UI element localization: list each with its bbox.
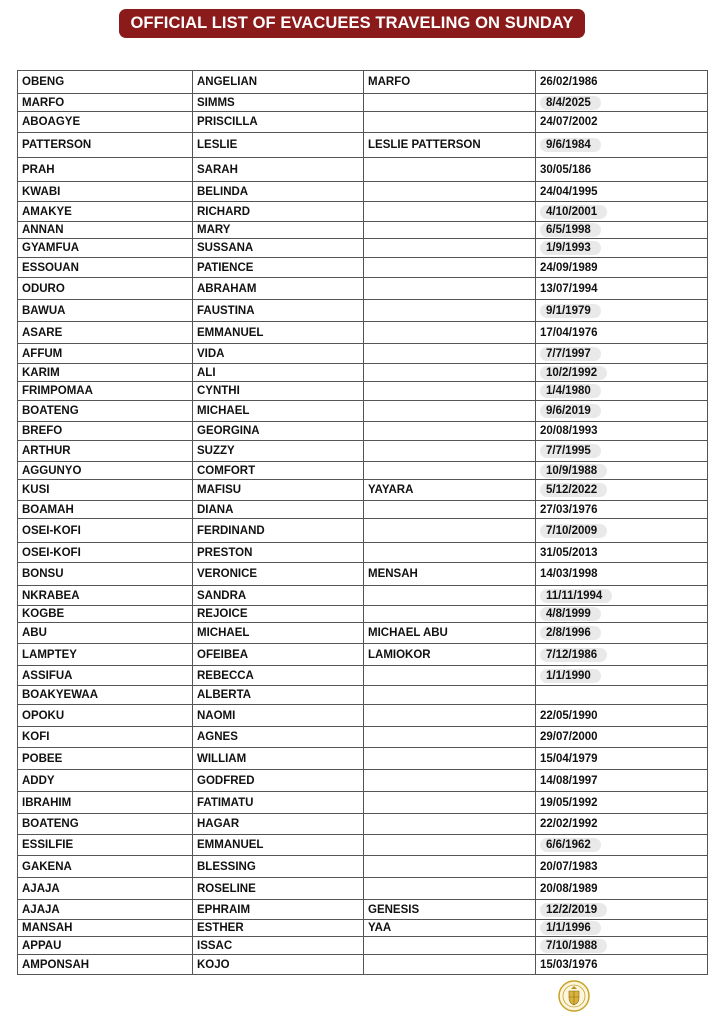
surname-cell: BOATENG <box>18 814 193 835</box>
other-name-cell <box>364 856 536 878</box>
surname-cell: ASSIFUA <box>18 666 193 686</box>
date-of-birth-cell: 15/04/1979 <box>536 748 708 770</box>
table-row <box>18 586 708 606</box>
first-name-cell: VIDA <box>193 344 364 364</box>
date-of-birth-cell <box>536 239 708 258</box>
first-name-cell: KOJO <box>193 955 364 975</box>
date-of-birth-cell: 24/09/1989 <box>536 258 708 278</box>
surname-cell: PRAH <box>18 158 193 182</box>
date-highlight: 9/6/1984 <box>540 138 601 152</box>
table-row <box>18 686 708 705</box>
table-row <box>18 441 708 462</box>
surname-cell: PATTERSON <box>18 133 193 158</box>
first-name-cell: COMFORT <box>193 462 364 480</box>
table-row <box>18 278 708 300</box>
surname-cell: KWABI <box>18 182 193 202</box>
first-name-cell: ROSELINE <box>193 878 364 900</box>
date-highlight: 4/10/2001 <box>540 205 607 219</box>
date-of-birth-cell <box>536 835 708 856</box>
first-name-cell: HAGAR <box>193 814 364 835</box>
first-name-cell: FAUSTINA <box>193 300 364 322</box>
surname-cell: IBRAHIM <box>18 792 193 814</box>
other-name-cell <box>364 501 536 519</box>
table-row <box>18 71 708 94</box>
date-of-birth-cell <box>536 666 708 686</box>
surname-cell: AFFUM <box>18 344 193 364</box>
date-of-birth-cell: 19/05/1992 <box>536 792 708 814</box>
first-name-cell: BELINDA <box>193 182 364 202</box>
other-name-cell <box>364 364 536 382</box>
table-row <box>18 158 708 182</box>
surname-cell: KOGBE <box>18 606 193 623</box>
date-of-birth-cell: 14/03/1998 <box>536 563 708 586</box>
date-of-birth-cell <box>536 462 708 480</box>
other-name-cell <box>364 441 536 462</box>
table-row <box>18 382 708 401</box>
table-row <box>18 878 708 900</box>
surname-cell: BREFO <box>18 422 193 441</box>
date-highlight: 12/2/2019 <box>540 903 607 917</box>
first-name-cell: RICHARD <box>193 202 364 222</box>
date-of-birth-cell: 20/08/1989 <box>536 878 708 900</box>
other-name-cell: LAMIOKOR <box>364 644 536 666</box>
first-name-cell: REJOICE <box>193 606 364 623</box>
first-name-cell: MAFISU <box>193 480 364 501</box>
other-name-cell <box>364 770 536 792</box>
surname-cell: FRIMPOMAA <box>18 382 193 401</box>
surname-cell: ABU <box>18 623 193 644</box>
other-name-cell <box>364 519 536 543</box>
other-name-cell <box>364 344 536 364</box>
other-name-cell <box>364 937 536 955</box>
page-title: OFFICIAL LIST OF EVACUEES TRAVELING ON SUNDAY <box>119 9 585 38</box>
date-of-birth-cell <box>536 937 708 955</box>
first-name-cell: DIANA <box>193 501 364 519</box>
surname-cell: ABOAGYE <box>18 112 193 133</box>
other-name-cell: MARFO <box>364 71 536 94</box>
date-highlight: 7/7/1997 <box>540 347 601 361</box>
table-row <box>18 94 708 112</box>
table-row <box>18 202 708 222</box>
first-name-cell: PATIENCE <box>193 258 364 278</box>
date-highlight: 9/6/2019 <box>540 404 601 418</box>
other-name-cell <box>364 401 536 422</box>
date-of-birth-cell <box>536 364 708 382</box>
surname-cell: OPOKU <box>18 705 193 727</box>
surname-cell: AMAKYE <box>18 202 193 222</box>
surname-cell: MARFO <box>18 94 193 112</box>
surname-cell: BOAMAH <box>18 501 193 519</box>
surname-cell: GAKENA <box>18 856 193 878</box>
surname-cell: ADDY <box>18 770 193 792</box>
surname-cell: KOFI <box>18 727 193 748</box>
date-of-birth-cell: 15/03/1976 <box>536 955 708 975</box>
first-name-cell: OFEIBEA <box>193 644 364 666</box>
first-name-cell: SANDRA <box>193 586 364 606</box>
table-row <box>18 501 708 519</box>
date-highlight: 9/1/1979 <box>540 304 601 318</box>
surname-cell: AMPONSAH <box>18 955 193 975</box>
first-name-cell: PRISCILLA <box>193 112 364 133</box>
table-row <box>18 462 708 480</box>
other-name-cell <box>364 666 536 686</box>
other-name-cell <box>364 239 536 258</box>
date-of-birth-cell: 14/08/1997 <box>536 770 708 792</box>
table-row <box>18 814 708 835</box>
table-row <box>18 900 708 920</box>
surname-cell: OBENG <box>18 71 193 94</box>
other-name-cell <box>364 222 536 239</box>
first-name-cell: FATIMATU <box>193 792 364 814</box>
other-name-cell <box>364 727 536 748</box>
date-highlight: 1/9/1993 <box>540 241 601 255</box>
date-highlight: 7/10/1988 <box>540 939 607 953</box>
first-name-cell: VERONICE <box>193 563 364 586</box>
first-name-cell: GEORGINA <box>193 422 364 441</box>
date-of-birth-cell <box>536 644 708 666</box>
first-name-cell: MARY <box>193 222 364 239</box>
surname-cell: KARIM <box>18 364 193 382</box>
table-row <box>18 955 708 975</box>
table-row <box>18 563 708 586</box>
first-name-cell: FERDINAND <box>193 519 364 543</box>
first-name-cell: SUSSANA <box>193 239 364 258</box>
other-name-cell <box>364 705 536 727</box>
first-name-cell: MICHAEL <box>193 623 364 644</box>
date-of-birth-cell <box>536 686 708 705</box>
date-of-birth-cell <box>536 920 708 937</box>
first-name-cell: SUZZY <box>193 441 364 462</box>
table-row <box>18 422 708 441</box>
date-of-birth-cell <box>536 222 708 239</box>
other-name-cell <box>364 94 536 112</box>
date-of-birth-cell: 26/02/1986 <box>536 71 708 94</box>
date-of-birth-cell <box>536 133 708 158</box>
first-name-cell: BLESSING <box>193 856 364 878</box>
table-row <box>18 133 708 158</box>
first-name-cell: MICHAEL <box>193 401 364 422</box>
date-highlight: 7/7/1995 <box>540 444 601 458</box>
date-of-birth-cell: 24/04/1995 <box>536 182 708 202</box>
table-row <box>18 705 708 727</box>
table-row <box>18 920 708 937</box>
table-row <box>18 401 708 422</box>
table-row <box>18 182 708 202</box>
table-row <box>18 835 708 856</box>
first-name-cell: WILLIAM <box>193 748 364 770</box>
date-of-birth-cell: 20/08/1993 <box>536 422 708 441</box>
table-row <box>18 543 708 563</box>
first-name-cell: AGNES <box>193 727 364 748</box>
other-name-cell <box>364 462 536 480</box>
first-name-cell: ALI <box>193 364 364 382</box>
other-name-cell: MENSAH <box>364 563 536 586</box>
date-of-birth-cell <box>536 300 708 322</box>
date-highlight: 10/2/1992 <box>540 366 607 380</box>
other-name-cell: MICHAEL ABU <box>364 623 536 644</box>
date-of-birth-cell: 20/07/1983 <box>536 856 708 878</box>
date-highlight: 1/4/1980 <box>540 384 601 398</box>
table-row <box>18 727 708 748</box>
table-row <box>18 222 708 239</box>
first-name-cell: EMMANUEL <box>193 835 364 856</box>
first-name-cell: ABRAHAM <box>193 278 364 300</box>
surname-cell: POBEE <box>18 748 193 770</box>
surname-cell: ESSOUAN <box>18 258 193 278</box>
table-row <box>18 606 708 623</box>
table-row <box>18 239 708 258</box>
table-row <box>18 300 708 322</box>
date-highlight: 7/12/1986 <box>540 648 607 662</box>
first-name-cell: CYNTHI <box>193 382 364 401</box>
surname-cell: LAMPTEY <box>18 644 193 666</box>
date-of-birth-cell: 31/05/2013 <box>536 543 708 563</box>
table-row <box>18 519 708 543</box>
date-highlight: 7/10/2009 <box>540 524 607 538</box>
table-row <box>18 480 708 501</box>
first-name-cell: SIMMS <box>193 94 364 112</box>
date-of-birth-cell <box>536 344 708 364</box>
date-highlight: 1/1/1990 <box>540 669 601 683</box>
first-name-cell: GODFRED <box>193 770 364 792</box>
other-name-cell: LESLIE PATTERSON <box>364 133 536 158</box>
surname-cell: ARTHUR <box>18 441 193 462</box>
first-name-cell: ANGELIAN <box>193 71 364 94</box>
other-name-cell <box>364 258 536 278</box>
first-name-cell: SARAH <box>193 158 364 182</box>
surname-cell: APPAU <box>18 937 193 955</box>
other-name-cell <box>364 278 536 300</box>
date-highlight: 4/8/1999 <box>540 607 601 621</box>
date-of-birth-cell <box>536 586 708 606</box>
surname-cell: NKRABEA <box>18 586 193 606</box>
other-name-cell <box>364 158 536 182</box>
surname-cell: ASARE <box>18 322 193 344</box>
date-of-birth-cell <box>536 519 708 543</box>
date-of-birth-cell: 17/04/1976 <box>536 322 708 344</box>
date-of-birth-cell <box>536 441 708 462</box>
date-highlight: 11/11/1994 <box>540 589 612 603</box>
surname-cell: BOATENG <box>18 401 193 422</box>
table-row <box>18 792 708 814</box>
table-row <box>18 344 708 364</box>
date-highlight: 5/12/2022 <box>540 483 607 497</box>
first-name-cell: LESLIE <box>193 133 364 158</box>
other-name-cell <box>364 182 536 202</box>
table-row <box>18 623 708 644</box>
first-name-cell: NAOMI <box>193 705 364 727</box>
date-of-birth-cell: 30/05/186 <box>536 158 708 182</box>
date-of-birth-cell: 22/02/1992 <box>536 814 708 835</box>
date-of-birth-cell <box>536 382 708 401</box>
surname-cell: BOAKYEWAA <box>18 686 193 705</box>
date-highlight: 6/6/1962 <box>540 838 601 852</box>
date-of-birth-cell <box>536 606 708 623</box>
date-of-birth-cell <box>536 401 708 422</box>
coat-of-arms-seal-icon <box>558 980 590 1012</box>
other-name-cell <box>364 112 536 133</box>
surname-cell: ODURO <box>18 278 193 300</box>
surname-cell: AJAJA <box>18 900 193 920</box>
surname-cell: BONSU <box>18 563 193 586</box>
surname-cell: AJAJA <box>18 878 193 900</box>
surname-cell: OSEI-KOFI <box>18 543 193 563</box>
table-row <box>18 644 708 666</box>
table-row <box>18 112 708 133</box>
date-of-birth-cell: 22/05/1990 <box>536 705 708 727</box>
date-of-birth-cell: 13/07/1994 <box>536 278 708 300</box>
other-name-cell <box>364 382 536 401</box>
other-name-cell <box>364 955 536 975</box>
surname-cell: BAWUA <box>18 300 193 322</box>
date-of-birth-cell: 29/07/2000 <box>536 727 708 748</box>
table-row <box>18 666 708 686</box>
first-name-cell: EMMANUEL <box>193 322 364 344</box>
other-name-cell <box>364 835 536 856</box>
other-name-cell <box>364 300 536 322</box>
date-of-birth-cell: 27/03/1976 <box>536 501 708 519</box>
table-row <box>18 364 708 382</box>
other-name-cell <box>364 814 536 835</box>
surname-cell: AGGUNYO <box>18 462 193 480</box>
other-name-cell <box>364 322 536 344</box>
date-of-birth-cell <box>536 480 708 501</box>
other-name-cell <box>364 606 536 623</box>
date-highlight: 10/9/1988 <box>540 464 607 478</box>
other-name-cell <box>364 543 536 563</box>
date-of-birth-cell <box>536 900 708 920</box>
first-name-cell: EPHRAIM <box>193 900 364 920</box>
surname-cell: MANSAH <box>18 920 193 937</box>
first-name-cell: PRESTON <box>193 543 364 563</box>
date-highlight: 1/1/1996 <box>540 921 601 935</box>
other-name-cell <box>364 202 536 222</box>
surname-cell: OSEI-KOFI <box>18 519 193 543</box>
surname-cell: KUSI <box>18 480 193 501</box>
table-row <box>18 937 708 955</box>
table-row <box>18 258 708 278</box>
table-row <box>18 322 708 344</box>
date-highlight: 6/5/1998 <box>540 223 601 237</box>
other-name-cell <box>364 422 536 441</box>
other-name-cell <box>364 686 536 705</box>
other-name-cell: YAA <box>364 920 536 937</box>
other-name-cell <box>364 586 536 606</box>
table-row <box>18 748 708 770</box>
first-name-cell: ESTHER <box>193 920 364 937</box>
date-of-birth-cell <box>536 202 708 222</box>
table-row <box>18 856 708 878</box>
first-name-cell: ALBERTA <box>193 686 364 705</box>
evacuee-table <box>17 70 708 975</box>
date-highlight: 2/8/1996 <box>540 626 601 640</box>
first-name-cell: ISSAC <box>193 937 364 955</box>
other-name-cell <box>364 748 536 770</box>
table-row <box>18 770 708 792</box>
other-name-cell: YAYARA <box>364 480 536 501</box>
surname-cell: GYAMFUA <box>18 239 193 258</box>
other-name-cell <box>364 878 536 900</box>
date-of-birth-cell <box>536 623 708 644</box>
date-of-birth-cell: 24/07/2002 <box>536 112 708 133</box>
surname-cell: ESSILFIE <box>18 835 193 856</box>
date-of-birth-cell <box>536 94 708 112</box>
surname-cell: ANNAN <box>18 222 193 239</box>
other-name-cell <box>364 792 536 814</box>
other-name-cell: GENESIS <box>364 900 536 920</box>
first-name-cell: REBECCA <box>193 666 364 686</box>
date-highlight: 8/4/2025 <box>540 96 601 110</box>
